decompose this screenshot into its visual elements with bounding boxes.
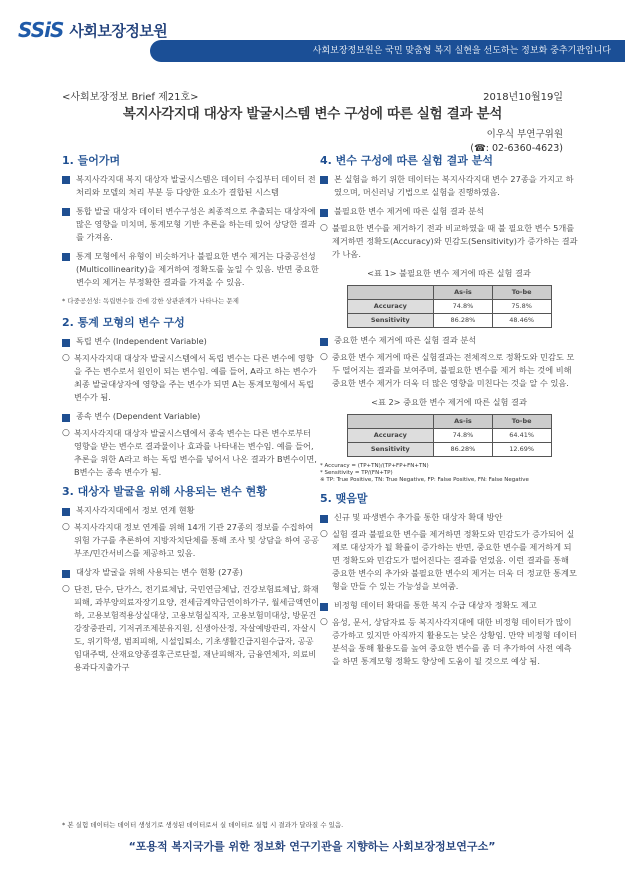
paragraph — [320, 222, 578, 261]
paragraph — [62, 583, 320, 674]
subheading — [320, 599, 578, 612]
subheading — [62, 410, 320, 423]
paragraph-text: 단전, 단수, 단가스, 전기료체납, 국민연금체납, 건강보험료체납, 화재피해, 과부양의료자장기요양, 전세금계약금연이하가구, 월세금액연이하, 고용보험적용상실대상, 고용보험실직자, 고용보험미대상, 방문건강장중관리, 기저귀조제분유지원, 신생아산정, 자살예방관리, 자살시도, 위기학생, 범죄피해, 시설입퇴소, 기초생활긴급지원수급자, 공공임대주택, 산재요양종결후근로단절, 재난피해자, 금융연체자, 의료비용과다지출가구 — [74, 584, 319, 672]
bottom-note: * 본 실험 데이터는 데이터 생성기로 생성된 데이터로서 실 데이터로 실험 시 결과가 달라질 수 있음. — [62, 821, 344, 829]
subheading — [62, 566, 320, 579]
table-caption: <표 1> 불필요한 변수 제거에 따른 실험 결과 — [367, 268, 531, 278]
paragraph-text: 복지사각지대 대상자 발굴시스템에서 독립 변수는 다른 변수에 영향을 주는 변수로서 원인이 되는 변수임. 예를 들어, A라고 하는 변수가 최종 발굴대상자에 영향을 주는 변수가 되면 A는 통계모형에서 독립변수가 됨. — [74, 353, 317, 402]
section-title: 1. 들어가며 — [62, 154, 121, 167]
table-row-label: Accuracy — [347, 429, 434, 443]
circle-bullet-icon: ○ — [62, 353, 70, 363]
square-bullet-icon — [62, 208, 70, 216]
author-name: 이우식 부연구위원 — [486, 129, 563, 140]
circle-bullet-icon: ○ — [62, 428, 70, 438]
bullet-item — [62, 250, 320, 289]
brief-number: <사회보장정보 Brief 제21호> — [62, 92, 199, 103]
table-row — [347, 300, 551, 314]
results-table-2 — [347, 414, 552, 457]
footnote: ※ TP: True Positive, TN: True Negative, FP: False Positive, FN: False Negative — [320, 477, 529, 483]
bullet-text: 본 실험을 하기 위한 데이터는 복지사각지대 변수 27종을 가지고 하였으며, 머신러닝 기법으로 실험을 진행하였음. — [334, 174, 574, 197]
table-cell: 75.8% — [492, 300, 551, 314]
subheading — [320, 334, 578, 347]
footnote: * Sensitivity = TP/(FN+TP) — [320, 470, 393, 476]
table-header-cell: As-is — [434, 415, 493, 429]
square-bullet-icon — [320, 603, 328, 611]
square-bullet-icon — [320, 338, 328, 346]
bullet-item — [62, 205, 320, 244]
table-header-cell — [347, 415, 434, 429]
issue-date: 2018년10월19일 — [483, 92, 563, 103]
subheading-text: 대상자 발굴을 위해 사용되는 변수 현황 (27종) — [76, 567, 243, 577]
section-title: 4. 변수 구성에 따른 실험 결과 분석 — [320, 154, 493, 167]
bullet-item — [62, 173, 320, 199]
table-cell: 74.8% — [434, 300, 493, 314]
subheading-text: 종속 변수 (Dependent Variable) — [76, 411, 201, 421]
table-cell: 86.28% — [434, 443, 493, 457]
circle-bullet-icon: ○ — [320, 352, 328, 362]
paragraph — [62, 427, 320, 479]
paragraph — [62, 352, 320, 404]
table-cell: 86.28% — [434, 314, 493, 328]
table-cell: 64.41% — [492, 429, 551, 443]
square-bullet-icon — [320, 515, 328, 523]
subheading-text: 불필요한 변수 제거에 따른 실험 결과 분석 — [334, 206, 485, 216]
table-cell: 48.46% — [492, 314, 551, 328]
paragraph — [320, 528, 578, 593]
table-header-cell — [347, 286, 434, 300]
circle-bullet-icon: ○ — [320, 223, 328, 233]
footnote: * Accuracy = (TP+TN)/(TP+FP+FN+TN) — [320, 463, 429, 469]
table-row-label: Sensitivity — [347, 314, 434, 328]
paragraph-text: 실험 결과 불필요한 변수를 제거하면 정확도와 민감도가 증가되어 실제로 대상자가 될 확률이 증가하는 반면, 중요한 변수를 제거하게 되면 정확도와 민감도가 떨어진다는 결과를 얻었음. 이런 결과를 통해 중요한 변수의 추가와 불필요한 변수의 제거는 더욱 더 정교한 통계모형을 만들 수 있는 가능성을 보여줌. — [332, 529, 577, 591]
logo — [18, 18, 167, 42]
table-header-row — [347, 415, 551, 429]
bullet-text: 통계 모형에서 유형이 비슷하거나 불필요한 변수 제거는 다중공선성(Multicollinearity)을 제거하여 정확도를 높일 수 있음. 반면 중요한 변수의 제거는 부정확한 결과를 가져올 수 있음. — [76, 251, 319, 287]
square-bullet-icon — [62, 570, 70, 578]
paragraph-text: 음성, 문서, 상담자료 등 복지사각지대에 대한 비정형 데이터가 많이 증가하고 있지만 아직까지 활용도는 낮은 상황임. 만약 비정형 데이터 분석을 통해 활용도를 높여 중요한 변수를 좀 더 추가하여 사전 예측을 하면 통계모형 정확도 향상에 도움이 될 것으로 예상 됨. — [332, 617, 577, 666]
table-row — [347, 429, 551, 443]
page-title: 복지사각지대 대상자 발굴시스템 변수 구성에 따른 실험 결과 분석 — [122, 106, 503, 122]
subheading-text: 복지사각지대에서 정보 연계 현황 — [76, 505, 195, 515]
bullet-item — [320, 173, 578, 199]
logo-text: 사회보장정보원 — [69, 21, 168, 40]
table-cell: 12.69% — [492, 443, 551, 457]
author-tel: (☎: 02-6360-4623) — [470, 143, 563, 154]
subheading — [320, 205, 578, 218]
table-header-row — [347, 286, 551, 300]
subheading — [320, 511, 578, 524]
subheading — [62, 504, 320, 517]
footnotes — [320, 463, 578, 484]
footer-slogan: “포용적 복지국가를 위한 정보화 연구기관을 지향하는 사회보장정보연구소” — [128, 840, 496, 853]
table-caption: <표 2> 중요한 변수 제거에 따른 실험 결과 — [371, 397, 527, 407]
square-bullet-icon — [62, 176, 70, 184]
paragraph-text: 중요한 변수 제거에 따른 실험결과는 전체적으로 정확도와 민감도 모두 떨어지는 결과를 보여주며, 불필요한 변수를 제거 하는 것에 비해 중요한 변수 제거가 더욱 더 많은 영향을 미친다는 것을 알 수 있음. — [332, 352, 575, 388]
paragraph-text: 복지사각지대 대상자 발굴시스템에서 종속 변수는 다른 변수로부터 영향을 받는 변수로 결과물이나 효과를 나타내는 변수임. 예를 들어, 추론을 위한 A라고 하는 독립 변수를 넣어서 나온 결과가 B변수이면, B변수는 종속 변수가 됨. — [74, 428, 317, 477]
left-column — [62, 150, 320, 680]
subheading-text: 비정형 데이터 확대를 통한 복지 수급 대상자 정확도 제고 — [334, 600, 537, 610]
results-table-1 — [347, 285, 552, 328]
table-row-label: Sensitivity — [347, 443, 434, 457]
section-title: 5. 맺음말 — [320, 492, 368, 505]
paragraph — [320, 351, 578, 390]
square-bullet-icon — [62, 508, 70, 516]
subheading-text: 신규 및 파생변수 추가를 통한 대상자 확대 방안 — [334, 512, 503, 522]
square-bullet-icon — [320, 176, 328, 184]
subheading-text: 중요한 변수 제거에 따른 실험 결과 분석 — [334, 335, 477, 345]
note: * 다중공선성: 독립변수들 간에 강한 상관관계가 나타나는 문제 — [62, 297, 239, 305]
circle-bullet-icon: ○ — [320, 529, 328, 539]
table-row — [347, 443, 551, 457]
square-bullet-icon — [62, 414, 70, 422]
table-row — [347, 314, 551, 328]
table-header-cell: To-be — [492, 415, 551, 429]
table-cell: 74.8% — [434, 429, 493, 443]
paragraph — [320, 616, 578, 668]
logo-mark: SSiS — [18, 18, 64, 42]
square-bullet-icon — [62, 253, 70, 261]
circle-bullet-icon: ○ — [320, 617, 328, 627]
header-banner: 사회보장정보원은 국민 맞춤형 복지 실현을 선도하는 정보화 중추기관입니다 — [150, 40, 625, 62]
bullet-text: 통합 발굴 대상자 데이터 변수구성은 최종적으로 추출되는 대상자에 많은 영향을 미치며, 통계모형 기반 추론을 하는데 있어 상당한 결과를 가져옴. — [76, 206, 316, 242]
table-header-cell: As-is — [434, 286, 493, 300]
subheading — [62, 335, 320, 348]
square-bullet-icon — [62, 339, 70, 347]
section-title: 3. 대상자 발굴을 위해 사용되는 변수 현황 — [62, 485, 267, 498]
paragraph — [62, 521, 320, 560]
table-row-label: Accuracy — [347, 300, 434, 314]
page-header — [0, 0, 625, 68]
bullet-text: 복지사각지대 복지 대상자 발굴시스템은 데이터 수집부터 데이터 전처리와 모델의 처리 부분 등 다양한 요소가 결합된 시스템 — [76, 174, 316, 197]
paragraph-text: 복지사각지대 정보 연계를 위해 14개 기관 27종의 정보를 수집하여 위험 가구를 추론하여 지방자치단체를 통해 조사 및 상담을 하여 공공부조/민간서비스를 제공하고 있음. — [74, 522, 319, 558]
circle-bullet-icon: ○ — [62, 584, 70, 594]
subheading-text: 독립 변수 (Independent Variable) — [76, 336, 207, 346]
table-header-cell: To-be — [492, 286, 551, 300]
section-title: 2. 통계 모형의 변수 구성 — [62, 316, 185, 329]
right-column — [320, 150, 578, 674]
circle-bullet-icon: ○ — [62, 522, 70, 532]
paragraph-text: 불필요한 변수를 제거하기 전과 비교하였을 때 불 필요한 변수 5개를 제거하면 정확도(Accuracy)와 민감도(Sensitivity)가 증가하는 결과가 나옴. — [332, 223, 578, 259]
square-bullet-icon — [320, 209, 328, 217]
